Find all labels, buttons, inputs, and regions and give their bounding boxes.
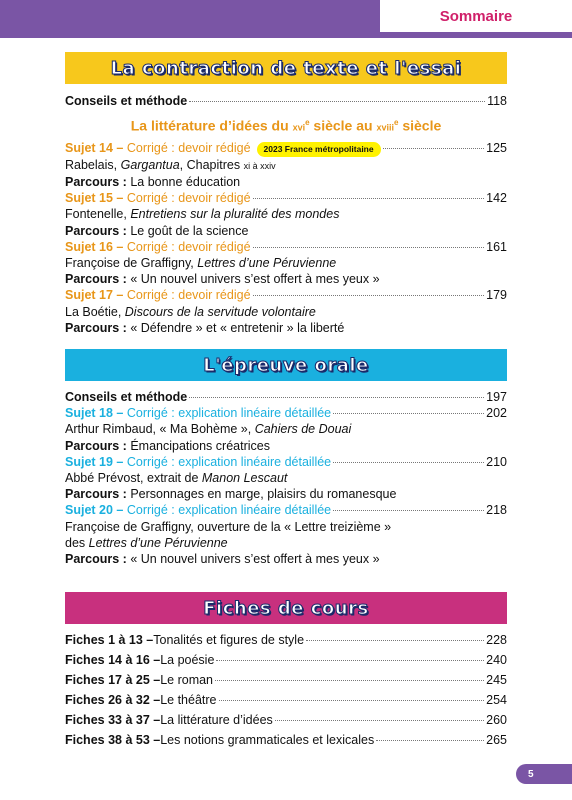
sujet-17-work: La Boétie, Discours de la servitude volontaire bbox=[65, 304, 316, 319]
sujet-20-parcours: Parcours : « Un nouvel univers s’est offert à mes yeux » bbox=[65, 552, 380, 567]
sujet-15-parcours: Parcours : Le goût de la science bbox=[65, 223, 249, 238]
sujet-14-work: Rabelais, Gargantua, Chapitres xi à xxiv bbox=[65, 157, 276, 172]
toc-row-sujet-19[interactable]: Sujet 19 – Corrigé : explication linéaire détaillée 210 bbox=[65, 454, 507, 469]
toc-row-sujet-16[interactable]: Sujet 16 – Corrigé : devoir rédigé 161 bbox=[65, 239, 507, 254]
toc-row-fiches-6[interactable]: Fiches 38 à 53 – Les notions grammaticales et lexicales 265 bbox=[65, 733, 507, 747]
section-banner-essai bbox=[65, 52, 507, 84]
sujet-20-work: Françoise de Graffigny, ouverture de la « Lettre treizième » bbox=[65, 519, 392, 534]
toc-row-sujet-18[interactable]: Sujet 18 – Corrigé : explication linéaire détaillée 202 bbox=[65, 406, 507, 421]
toc-row-sujet-14[interactable]: Sujet 14 – Corrigé : devoir rédigé 2023 France métropolitaine 125 bbox=[65, 140, 507, 155]
toc-row-fiches-2[interactable]: Fiches 14 à 16 – La poésie 240 bbox=[65, 653, 507, 667]
sujet-17-parcours: Parcours : « Défendre » et « entretenir » la liberté bbox=[65, 320, 345, 335]
sujet-19-parcours: Parcours : Personnages en marge, plaisirs du romanesque bbox=[65, 487, 397, 502]
toc-row-fiches-4[interactable]: Fiches 26 à 32 – Le théâtre 254 bbox=[65, 693, 507, 707]
section-banner-oral bbox=[65, 349, 507, 381]
toc-fiches bbox=[65, 630, 507, 750]
toc-row-sujet-15[interactable]: Sujet 15 – Corrigé : devoir rédigé 142 bbox=[65, 191, 507, 206]
header-bar bbox=[0, 0, 375, 38]
sujet-19-work: Abbé Prévost, extrait de Manon Lescaut bbox=[65, 471, 288, 486]
page-number: 5 bbox=[516, 764, 572, 784]
toc-row-fiches-1[interactable]: Fiches 1 à 13 – Tonalités et figures de style 228 bbox=[65, 633, 507, 647]
sujet-20-work-2: des Lettres d’une Péruvienne bbox=[65, 535, 228, 550]
sommaire-tab bbox=[375, 0, 572, 38]
exam-badge: 2023 France métropolitaine bbox=[257, 142, 381, 157]
toc-row-fiches-3[interactable]: Fiches 17 à 25 – Le roman 245 bbox=[65, 673, 507, 687]
sujet-18-parcours: Parcours : Émancipations créatrices bbox=[65, 438, 270, 453]
toc-row-sujet-17[interactable]: Sujet 17 – Corrigé : devoir rédigé 179 bbox=[65, 288, 507, 303]
toc-row-fiches-5[interactable]: Fiches 33 à 37 – La littérature d’idées 260 bbox=[65, 713, 507, 727]
section-title-essai: La contraction de texte et l'essai bbox=[110, 57, 462, 79]
sujet-15-work: Fontenelle, Entretiens sur la pluralité des mondes bbox=[65, 207, 340, 222]
toc-row-conseils-essai[interactable]: Conseils et méthode 118 bbox=[65, 94, 507, 108]
toc-row-conseils-oral[interactable]: Conseils et méthode 197 bbox=[65, 390, 507, 404]
section-banner-fiches bbox=[65, 592, 507, 624]
section-title-oral: L'épreuve orale bbox=[203, 354, 369, 376]
sujet-16-work: Françoise de Graffigny, Lettres d’une Péruvienne bbox=[65, 256, 337, 271]
sommaire-label: Sommaire bbox=[439, 7, 513, 25]
toc-essai bbox=[65, 93, 507, 336]
sujet-16-parcours: Parcours : « Un nouvel univers s’est offert à mes yeux » bbox=[65, 272, 380, 287]
toc-row-sujet-20[interactable]: Sujet 20 – Corrigé : explication linéaire détaillée 218 bbox=[65, 503, 507, 518]
subheading-litterature-idees: La littérature d’idées du xvi$^e$ siècle au xviii$^e$ siècle bbox=[130, 117, 442, 134]
toc-oral bbox=[65, 389, 507, 567]
sujet-14-parcours: Parcours : La bonne éducation bbox=[65, 175, 241, 190]
sujet-18-work: Arthur Rimbaud, « Ma Bohème », Cahiers de Douai bbox=[65, 422, 352, 437]
section-title-fiches: Fiches de cours bbox=[203, 597, 369, 619]
